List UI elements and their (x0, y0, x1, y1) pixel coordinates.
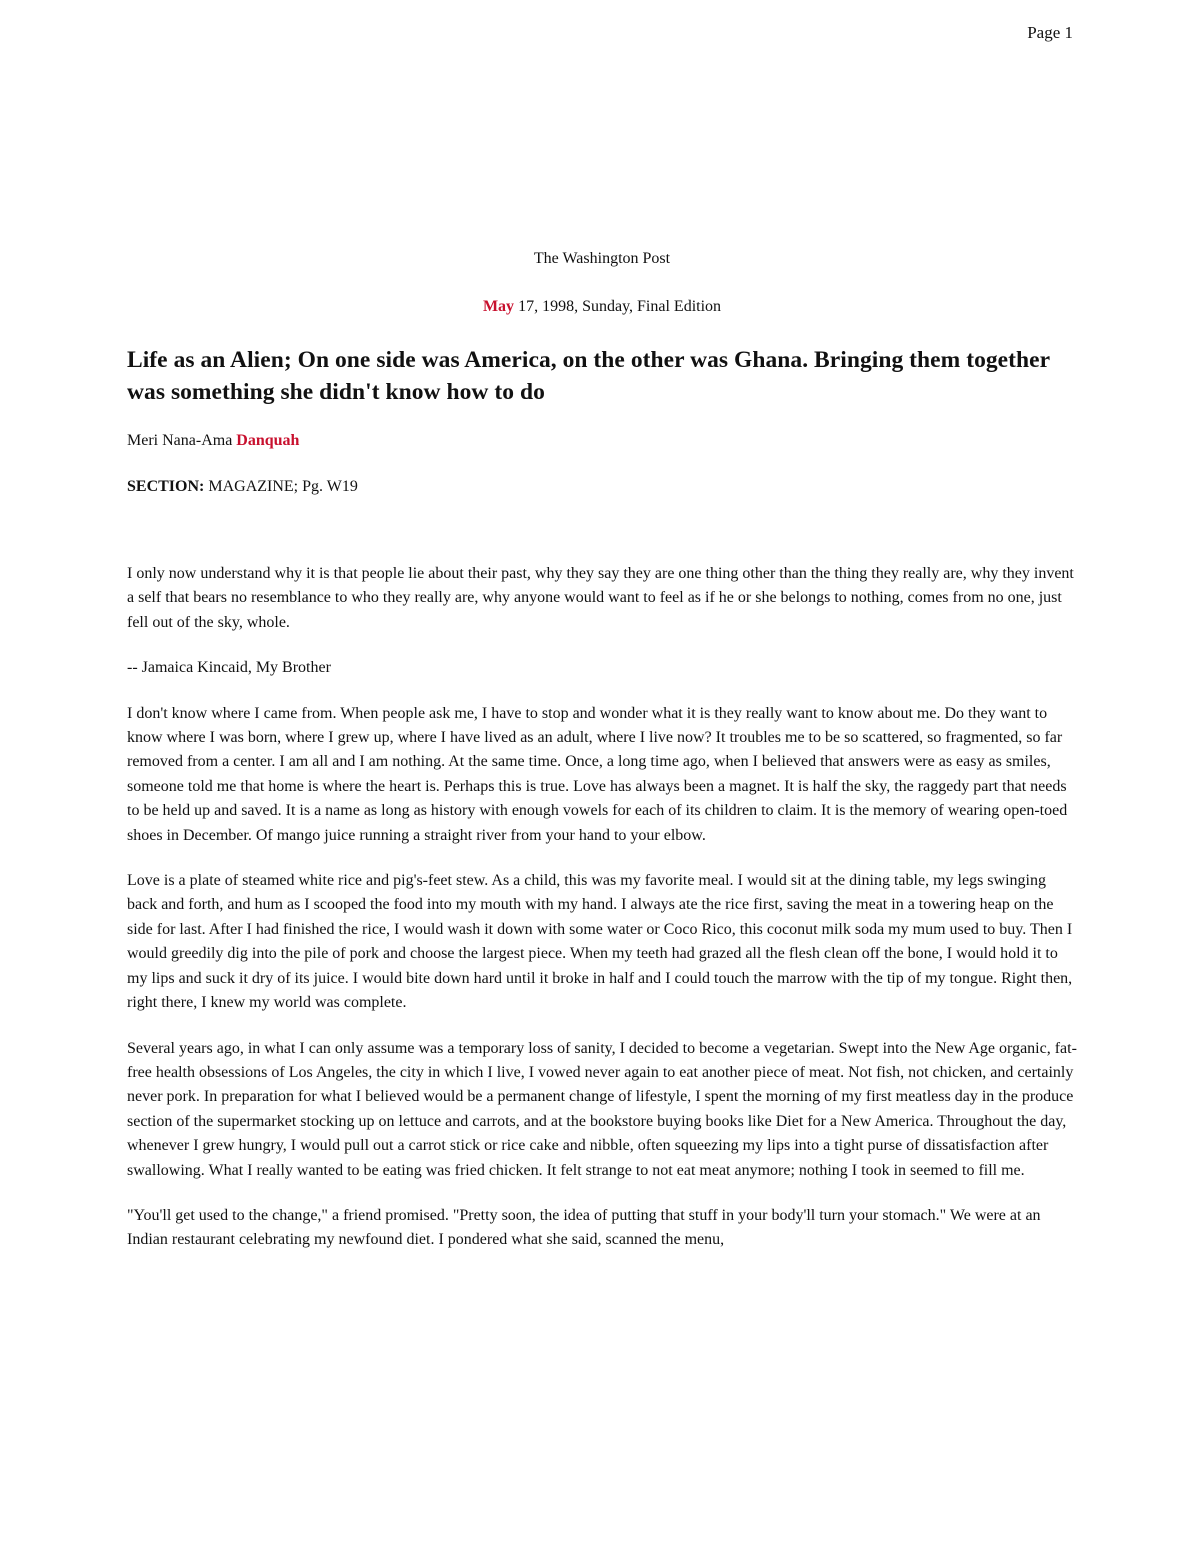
byline (127, 430, 1077, 452)
body-paragraph: I don't know where I came from. When people ask me, I have to stop and wonder what it is they really want to know about me. Do they want to know where I was born, where I grew up, where I have lived as an adult, where I live now? It troubles me to be so scattered, so fragmented, so far removed from a center. I am all and I am nothing. At the same time. Once, a long time ago, when I believed that answers were as easy as smiles, someone told me that home is where the heart is. Perhaps this is true. Love has always been a magnet. It is half the sky, the raggedy part that needs to be held up and saved. It is a name as long as history with enough vowels for each of its children to claim. It is the memory of wearing open-toed shoes in December. Of mango juice running a straight river from your hand to your elbow. (127, 704, 1068, 844)
byline-prefix: Meri Nana-Ama (127, 432, 237, 449)
headline: Life as an Alien; On one side was America, on the other was Ghana. Bringing them together was something she didn't know how to do (127, 347, 1050, 405)
dateline-rest: 17, 1998, Sunday, Final Edition (514, 298, 722, 315)
section-value: MAGAZINE; Pg. W19 (204, 478, 358, 495)
section-label: SECTION: (127, 478, 205, 495)
body-paragraph: Love is a plate of steamed white rice and pig's-feet stew. As a child, this was my favorite meal. I would sit at the dining table, my legs swinging back and forth, and hum as I scooped the food into my mouth with my hand. I always ate the rice first, saving the meat in a towering heap on the side for last. After I had finished the rice, I would wash it down with some water or Coco Rico, this coconut milk soda my mum used to buy. Then I would greedily dig into the pile of pork and choose the largest piece. When my teeth had grazed all the flesh clean off the bone, I would hold it to my lips and suck it dry of its juice. I would bite down hard until it broke in half and I could touch the marrow with the tip of my tongue. Right then, right there, I knew my world was complete. (127, 872, 1073, 1012)
body-paragraph: -- Jamaica Kincaid, My Brother (127, 659, 331, 677)
dateline-highlight: May (482, 298, 515, 315)
article (127, 248, 1077, 1274)
article-body (127, 562, 1077, 1253)
body-paragraph: "You'll get used to the change," a friend promised. "Pretty soon, the idea of putting that stuff in your body'll turn your stomach." We were at an Indian restaurant celebrating my newfound diet. I pondered what she said, scanned the menu, (127, 1206, 1041, 1249)
page-number: Page 1 (1027, 23, 1073, 42)
body-paragraph: I only now understand why it is that people lie about their past, why they say they are one thing other than the thing they really are, why they invent a self that bears no resemblance to who they really are, why anyone would want to feel as if he or she belongs to nothing, comes from no one, just fell out of the sky, whole. (127, 565, 1074, 631)
dateline (127, 296, 1077, 318)
publication-name: The Washington Post (533, 250, 671, 267)
byline-highlight: Danquah (236, 432, 300, 449)
body-paragraph: Several years ago, in what I can only assume was a temporary loss of sanity, I decided to become a vegetarian. Swept into the New Age organic, fat-free health obsessions of Los Angeles, the city in which I live, I vowed never again to eat another piece of meat. Not fish, not chicken, and certainly never pork. In preparation for what I believed would be a permanent change of lifestyle, I spent the morning of my first meatless day in the produce section of the supermarket stocking up on lettuce and carrots, and at the bookstore buying books like Diet for a New America. Throughout the day, whenever I grew hungry, I would pull out a carrot stick or rice cake and nibble, often squeezing my lips into a tight purse of dissatisfaction after swallowing. What I really wanted to be eating was fried chicken. It felt strange to not eat meat anymore; nothing I took in seemed to fill me. (127, 1039, 1077, 1179)
section-line (127, 476, 1077, 498)
